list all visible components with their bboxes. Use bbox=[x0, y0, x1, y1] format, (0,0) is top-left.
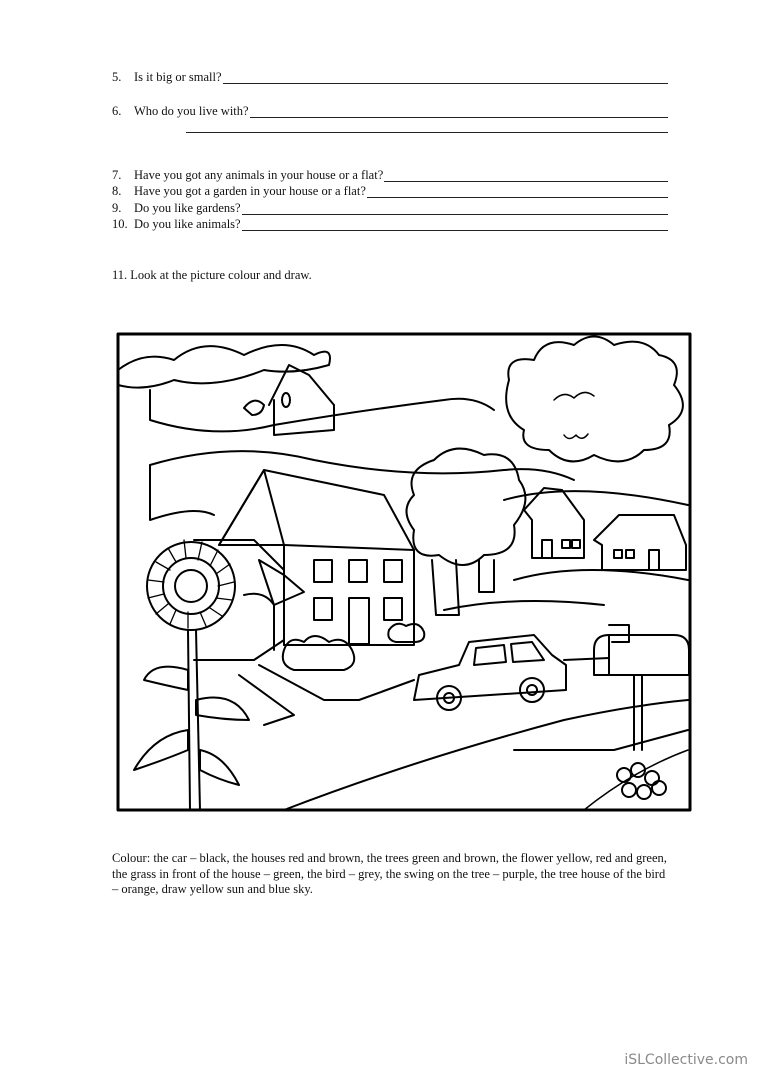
task-instruction: 11. Look at the picture colour and draw. bbox=[112, 268, 312, 282]
question-text: Is it big or small? bbox=[134, 70, 222, 84]
answer-line[interactable] bbox=[250, 106, 668, 118]
answer-line-extra[interactable] bbox=[186, 132, 668, 133]
question-number: 5. bbox=[112, 70, 122, 84]
question-text: Who do you live with? bbox=[134, 104, 249, 118]
question-text: Do you like animals? bbox=[134, 217, 241, 231]
question-text: Do you like gardens? bbox=[134, 201, 241, 215]
sunflower bbox=[134, 540, 249, 810]
cloud-right bbox=[506, 337, 683, 462]
question-text: Have you got any animals in your house or a flat? bbox=[134, 168, 384, 182]
bird bbox=[244, 401, 264, 415]
car bbox=[414, 635, 566, 710]
question-number: 7. bbox=[112, 168, 122, 182]
house-back-2 bbox=[594, 515, 686, 570]
question-number: 10. bbox=[112, 217, 128, 231]
answer-line[interactable] bbox=[223, 72, 669, 84]
answer-line[interactable] bbox=[367, 186, 668, 198]
mailbox bbox=[594, 625, 689, 750]
question-9 bbox=[112, 201, 668, 215]
cloud-left bbox=[118, 345, 330, 388]
answer-line[interactable] bbox=[242, 219, 668, 231]
watermark: iSLCollective.com bbox=[624, 1052, 748, 1068]
bush-small bbox=[388, 624, 424, 642]
question-number: 6. bbox=[112, 104, 122, 118]
answer-line[interactable] bbox=[384, 170, 668, 182]
bird-house bbox=[244, 365, 334, 435]
main-house bbox=[194, 470, 414, 660]
question-6 bbox=[112, 104, 668, 118]
question-number: 8. bbox=[112, 184, 122, 198]
swing bbox=[479, 560, 494, 592]
question-number: 9. bbox=[112, 201, 122, 215]
answer-line[interactable] bbox=[242, 203, 668, 215]
road bbox=[284, 700, 688, 810]
colour-instructions: Colour: the car – black, the houses red and brown, the trees green and brown, the flower yellow, red and green, the grass in front of the house – green, the bird – grey, the swing on the tree – purple, the tree house of the bird – orange, draw yellow sun and blue sky. bbox=[112, 851, 667, 896]
bush bbox=[283, 636, 354, 670]
question-10 bbox=[112, 217, 668, 231]
question-7 bbox=[112, 168, 668, 182]
question-text: Have you got a garden in your house or a flat? bbox=[134, 184, 366, 198]
question-8 bbox=[112, 184, 668, 198]
hill-back bbox=[150, 390, 494, 431]
question-5 bbox=[112, 70, 668, 84]
house-back-1 bbox=[524, 488, 584, 558]
colouring-picture bbox=[114, 330, 694, 814]
